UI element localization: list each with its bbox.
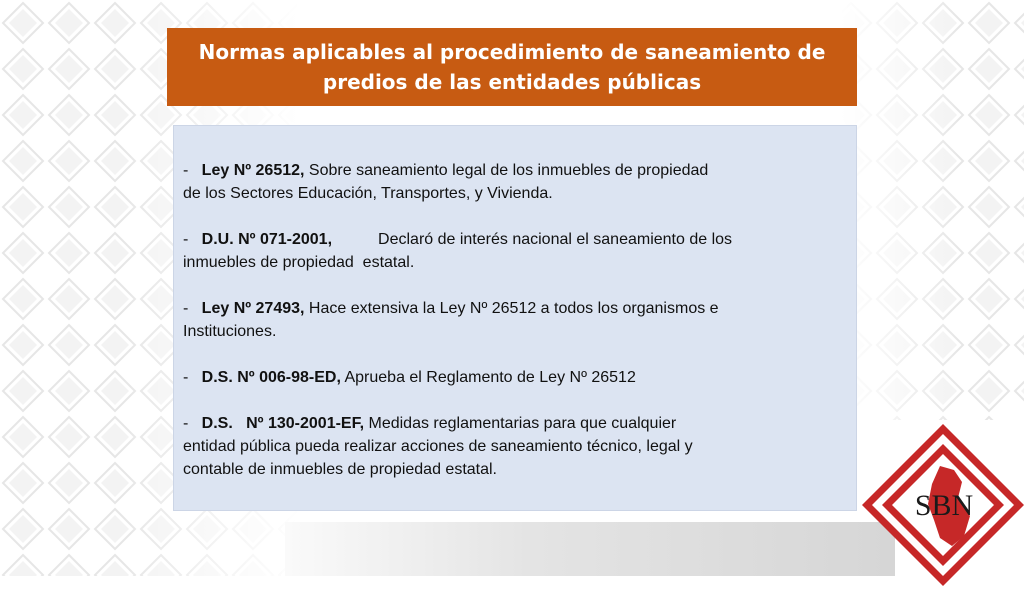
norm-reference: D.S. Nº 130-2001-EF,: [201, 415, 365, 432]
norm-item: [183, 297, 843, 343]
item-dash: -: [183, 162, 189, 179]
norm-reference: Ley Nº 26512,: [201, 162, 305, 179]
title-line-2: predios de las entidades públicas: [322, 70, 702, 94]
bottom-decorative-bar: [285, 522, 895, 576]
norm-description-continued: entidad pública pueda realizar acciones de saneamiento técnico, legal y: [183, 438, 693, 455]
item-dash: -: [183, 231, 189, 248]
norm-reference: D.S. Nº 006-98-ED,: [201, 369, 341, 386]
norm-item: [183, 159, 843, 205]
norm-reference: Ley Nº 27493,: [201, 300, 305, 317]
norm-item: [183, 366, 843, 389]
norm-description: Declaró de interés nacional el saneamiento de los: [378, 231, 733, 248]
norm-description: Medidas reglamentarias para que cualquier: [368, 415, 677, 432]
norm-item: [183, 228, 843, 274]
norm-description-continued: contable de inmuebles de propiedad estatal.: [183, 461, 497, 478]
item-dash: -: [183, 415, 189, 432]
logo-text: SBN: [914, 489, 974, 522]
norms-content-box: [173, 125, 857, 511]
item-dash: -: [183, 300, 189, 317]
norm-description-continued: inmuebles de propiedad estatal.: [183, 254, 415, 271]
page-title: [167, 28, 857, 106]
norm-reference: D.U. Nº 071-2001,: [201, 231, 333, 248]
norms-list: [183, 159, 843, 481]
norm-description-continued: de los Sectores Educación, Transportes, y Vivienda.: [183, 185, 553, 202]
item-dash: -: [183, 369, 189, 386]
norm-item: [183, 412, 843, 481]
norm-description: Sobre saneamiento legal de los inmuebles de propiedad: [308, 162, 709, 179]
title-line-1: Normas aplicables al procedimiento de saneamiento de: [198, 40, 826, 64]
norm-description: Hace extensiva la Ley Nº 26512 a todos los organismos e: [308, 300, 719, 317]
norm-description: Aprueba el Reglamento de Ley Nº 26512: [344, 369, 636, 386]
sbn-logo: [858, 420, 1024, 590]
norm-description-continued: Instituciones.: [183, 323, 277, 340]
